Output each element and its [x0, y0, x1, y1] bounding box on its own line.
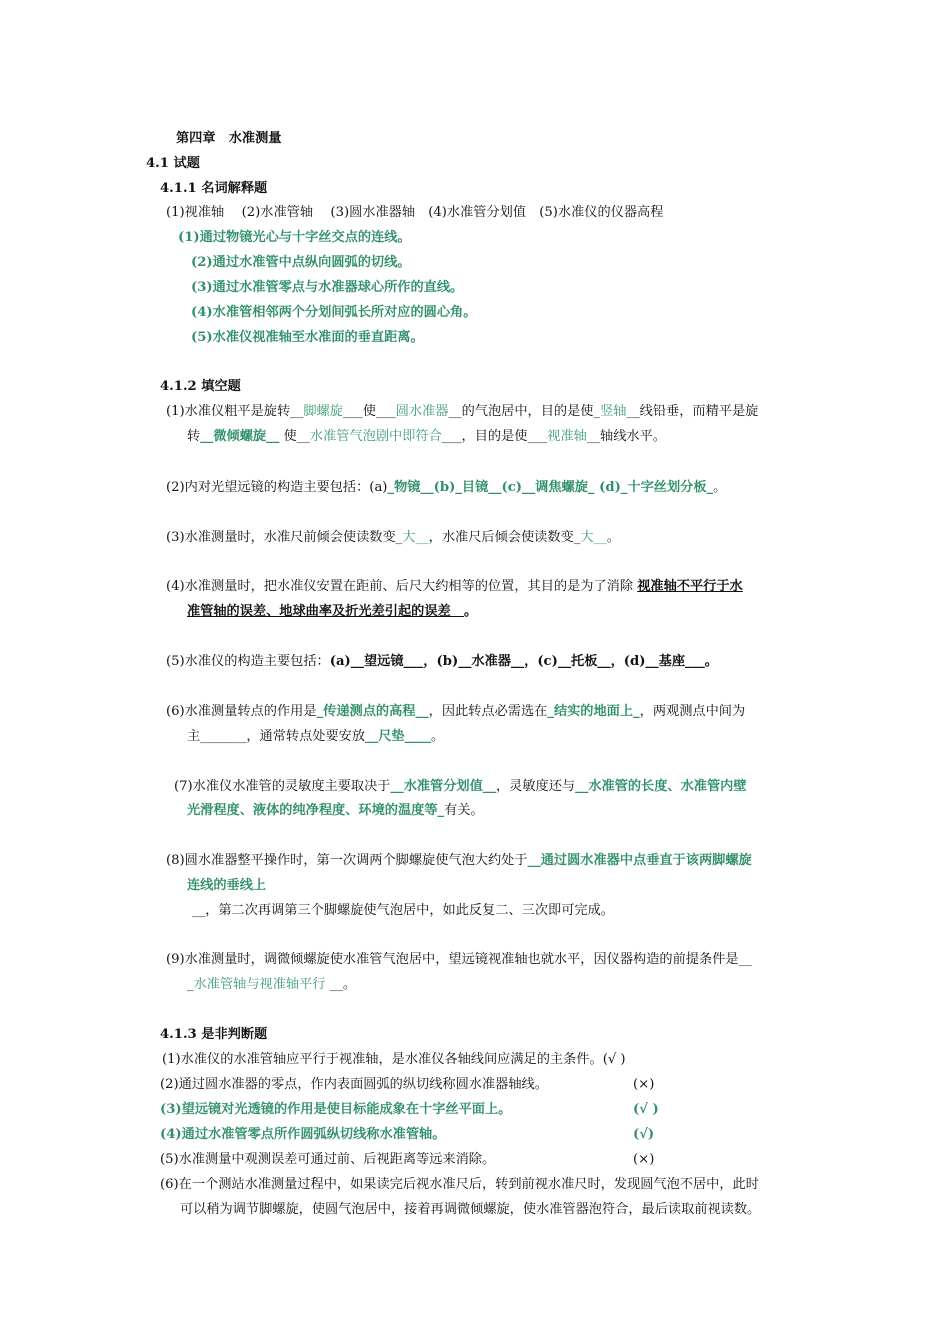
q1-text: __轴线水平。: [586, 429, 666, 444]
definition-answer-1: (1)通过物镜光心与十字丝交点的连线。: [178, 230, 411, 245]
q1-blank-answer: 竖轴: [600, 404, 627, 419]
q3-text: 。: [606, 530, 620, 545]
section-4-1-3-heading: 4.1.3 是非判断题: [160, 1027, 268, 1042]
q7-blank-answer: __水准管分划值__: [390, 779, 496, 794]
q1-text: ___使___: [342, 404, 396, 419]
q4-text: 。: [463, 604, 478, 619]
judgement-mark-2: (×): [633, 1077, 655, 1092]
q6-text: 主_______，通常转点处要安放: [187, 729, 366, 744]
judgement-mark-4: (√): [633, 1127, 655, 1142]
q1-text: 使__: [279, 429, 310, 444]
definition-answer-2: (2)通过水准管中点纵向圆弧的切线。: [191, 255, 411, 270]
q1-blank-answer: 脚螺旋: [303, 404, 343, 419]
q7-text: 有关。: [444, 803, 484, 818]
fill-question-1-line-1: [166, 403, 758, 420]
q4-blank-answer: 准管轴的误差、地球曲率及折光差引起的误差: [187, 604, 464, 619]
q6-blank-answer: _传递测点的高程__: [316, 704, 429, 719]
judgement-statement: (5)水准测量中观测误差可通过前、后视距离等远来消除。: [160, 1152, 496, 1167]
fill-question-6-line-1: [166, 703, 745, 720]
q7-blank-answer: __水准管的长度、水准管内壁: [575, 779, 747, 794]
fill-question-6-line-2: [187, 728, 444, 745]
q1-text: __线铅垂，而精平是旋: [626, 404, 759, 419]
q8-blank-answer: __通过圆水准器中点垂直于该两脚螺旋: [527, 853, 752, 868]
judgement-item-1: [162, 1051, 626, 1068]
fill-question-3: [166, 529, 620, 546]
judgement-mark-5: (×): [633, 1152, 655, 1167]
judgement-item-2: [160, 1076, 548, 1093]
q5-blank-answer: (a)__望远镜___，(b)__水准器__，(c)__托板__，(d)__基座___。: [329, 654, 718, 669]
judgement-mark: (√ ): [602, 1052, 626, 1067]
judgement-statement: (1)水准仪的水准管轴应平行于视准轴，是水准仪各轴线间应满足的主条件。: [162, 1052, 603, 1067]
q1-blank-answer: 圆水准器: [395, 404, 449, 419]
section-4-1-heading: 4.1 试题: [146, 156, 200, 171]
q6-text: ，两观测点中间为: [639, 704, 746, 719]
q7-text: ，灵敏度还与: [496, 779, 576, 794]
fill-question-5: [166, 653, 718, 670]
q1-text: 转: [187, 429, 201, 444]
judgement-item-5: [160, 1151, 495, 1168]
fill-question-4-line-1: [166, 578, 743, 595]
fill-question-8-line-2: 连线的垂线上: [187, 878, 267, 893]
q2-text: 。: [713, 480, 727, 495]
fill-question-8-line-1: [166, 852, 752, 869]
definition-answer-4: (4)水准管相邻两个分划间弧长所对应的圆心角。: [191, 305, 477, 320]
q6-text: 。: [430, 729, 445, 744]
fill-question-8-line-3: __，第二次再调第三个脚螺旋使气泡居中，如此反复二、三次即可完成。: [192, 903, 614, 918]
q6-text: (6)水准测量转点的作用是: [166, 704, 317, 719]
q7-text: (7)水准仪水准管的灵敏度主要取决于: [174, 779, 391, 794]
fill-question-1-line-2: [187, 428, 666, 445]
q6-blank-answer: __尺垫____: [365, 729, 431, 744]
section-4-1-2-heading: 4.1.2 填空题: [160, 379, 241, 394]
judgement-item-6-line-2: 可以稍为调节脚螺旋，使圆气泡居中，接着再调微倾螺旋，使水准管器泡符合，最后读取前视读数。: [180, 1202, 761, 1217]
chapter-title: 第四章 水准测量: [176, 131, 282, 146]
q1-blank-answer: __微倾螺旋__: [200, 429, 280, 444]
q1-text: __的气泡居中，目的是使_: [448, 404, 601, 419]
judgement-statement: (3)望远镜对光透镜的作用是使目标能成象在十字丝平面上。: [160, 1102, 512, 1117]
judgement-statement: (2)通过圆水准器的零点，作内表面圆弧的纵切线称圆水准器轴线。: [160, 1077, 548, 1092]
q4-blank-answer: 视准轴不平行于水: [637, 579, 743, 594]
q9-blank-answer: 水准管轴与视准轴平行: [193, 977, 326, 992]
fill-question-7-line-2: [187, 802, 484, 819]
q3-blank-answer: 大__: [402, 530, 429, 545]
q1-text: (1)水准仪粗平是旋转__: [166, 404, 304, 419]
definition-answer-3: (3)通过水准管零点与水准器球心所作的直线。: [191, 280, 464, 295]
q5-text: (5)水准仪的构造主要包括：: [166, 654, 330, 669]
judgement-mark-3: (√ ): [633, 1102, 659, 1117]
judgement-item-6-line-1: (6)在一个测站水准测量过程中，如果读完后视水准尺后，转到前视水准尺时，发现圆气泡不居中，此时: [160, 1177, 759, 1192]
fill-question-9-line-1: (9)水准测量时，调微倾螺旋使水准管气泡居中，望远镜视准轴也就水平，因仪器构造的前提条件是__: [166, 952, 752, 967]
q7-blank-answer: 光滑程度、液体的纯净程度、环境的温度等_: [187, 803, 445, 818]
q2-blank-answer: _物镜__(b)_目镜__(c)__调焦螺旋_ (d)_十字丝划分板_: [387, 480, 714, 495]
fill-question-7-line-1: [174, 778, 747, 795]
q3-text: (3)水准测量时，水准尺前倾会使读数变_: [166, 530, 403, 545]
q1-blank-answer: 视准轴: [547, 429, 587, 444]
q3-text: ，水准尺后倾会使读数变_: [428, 530, 581, 545]
q2-text: (2)内对光望远镜的构造主要包括：(a): [166, 480, 388, 495]
q4-text: (4)水准测量时，把水准仪安置在距前、后尺大约相等的位置，其目的是为了消除: [166, 579, 638, 594]
q8-text: (8)圆水准器整平操作时，第一次调两个脚螺旋使气泡大约处于: [166, 853, 528, 868]
section-4-1-1-heading: 4.1.1 名词解释题: [160, 181, 268, 196]
judgement-statement: (4)通过水准管零点所作圆弧纵切线称水准管轴。: [160, 1127, 446, 1142]
q9-text: __。: [325, 977, 357, 992]
q9-text: _: [187, 977, 194, 992]
q3-blank-answer: 大__: [580, 530, 607, 545]
definition-answer-5: (5)水准仪视准轴至水准面的垂直距离。: [191, 330, 424, 345]
fill-question-9-line-2: [187, 976, 356, 993]
fill-question-2: [166, 479, 726, 496]
q6-blank-answer: _结实的地面上_: [547, 704, 640, 719]
q1-blank-answer: 水准管气泡剧中即符合: [309, 429, 442, 444]
judgement-item-3: [160, 1101, 511, 1118]
q6-text: ，因此转点必需选在: [428, 704, 548, 719]
q1-text: ___，目的是使___: [441, 429, 548, 444]
judgement-item-4: [160, 1126, 445, 1143]
term-list: (1)视准轴 (2)水准管轴 (3)圆水准器轴 (4)水准管分划值 (5)水准仪的仪器高程: [166, 205, 664, 220]
fill-question-4-line-2: [187, 603, 477, 620]
